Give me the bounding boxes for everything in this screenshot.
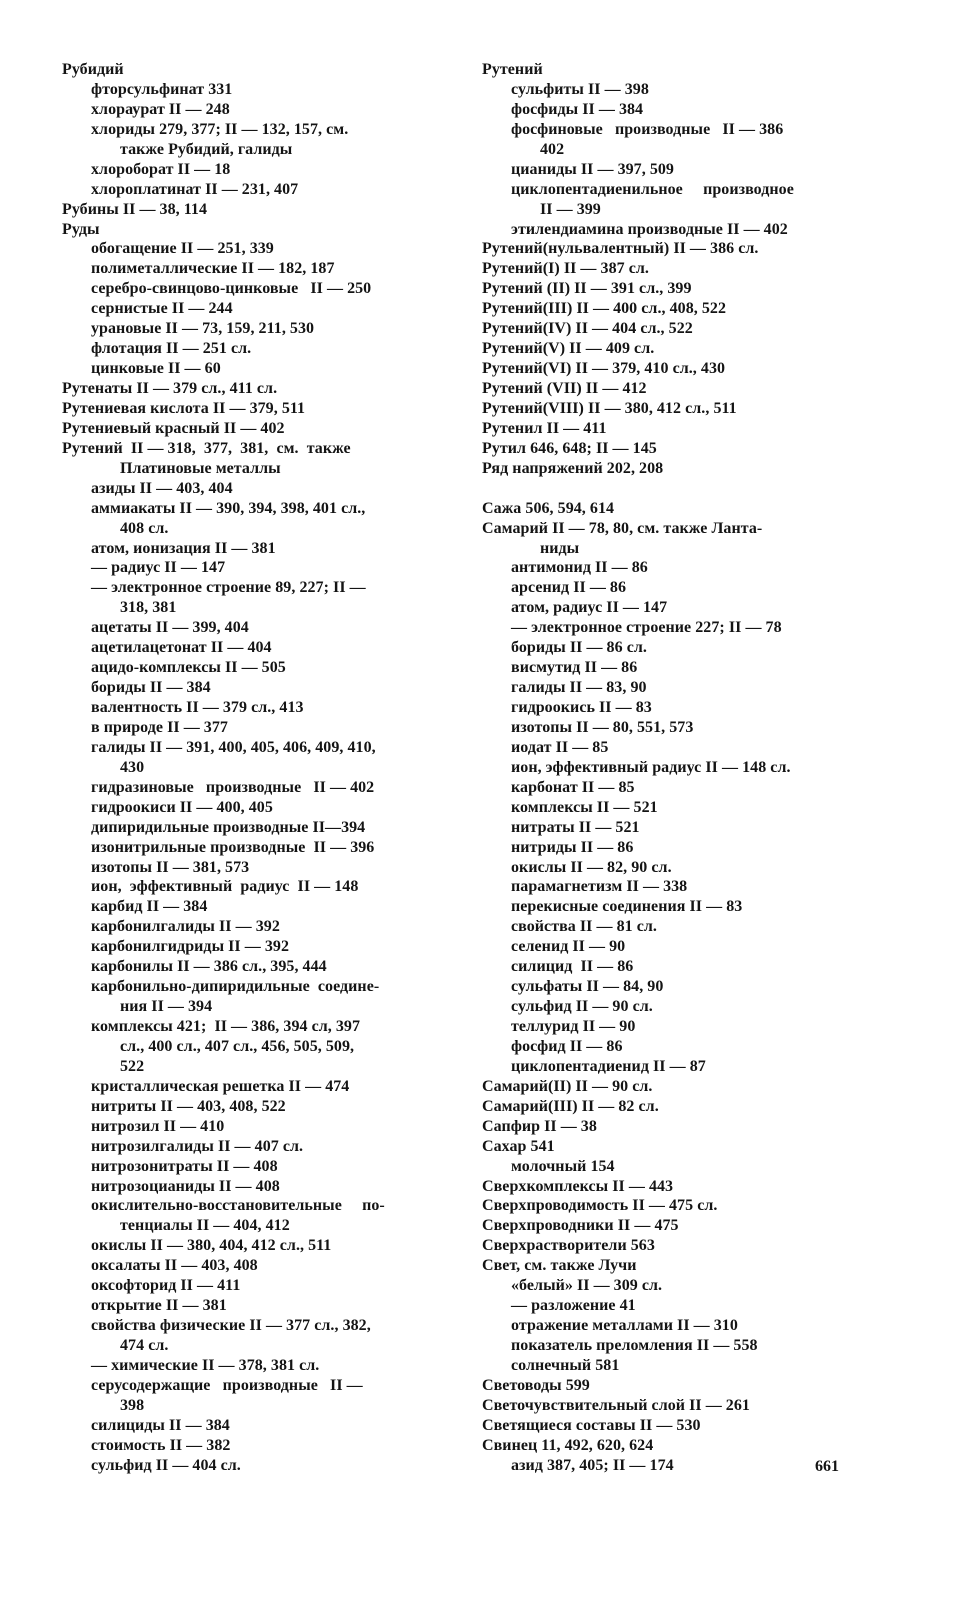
index-subentry: серусодержащие производные II — [91, 1376, 363, 1394]
index-subentry: цианиды II — 397, 509 [511, 160, 674, 178]
index-subentry: 474 сл. [120, 1337, 169, 1354]
index-entry: Самарий(III) II — 82 сл. [482, 1097, 659, 1115]
index-entry: Рубины II — 38, 114 [62, 200, 208, 218]
index-subentry: нитрозоцианиды II — 408 [91, 1177, 280, 1195]
index-subentry: обогащение II — 251, 339 [91, 240, 274, 258]
index-entry: Сажа 506, 594, 614 [482, 499, 615, 517]
index-subentry: — химические II — 378, 381 сл. [91, 1356, 320, 1374]
index-subentry: хлораурат II — 248 [91, 100, 230, 118]
index-subentry: стоимость II — 382 [91, 1436, 231, 1454]
index-subentry: азиды II — 403, 404 [91, 479, 233, 497]
index-subentry: фосфид II — 86 [511, 1037, 623, 1055]
index-subentry: 430 [120, 758, 145, 776]
index-subentry: урановые II — 73, 159, 211, 530 [91, 320, 315, 338]
index-subentry: окислительно-восстановительные по- [91, 1197, 385, 1215]
index-subentry: в природе II — 377 [91, 718, 228, 736]
index-subentry: валентность II — 379 сл., 413 [91, 699, 304, 716]
index-subentry: арсенид II — 86 [511, 579, 627, 597]
index-subentry: изотопы II — 381, 573 [91, 858, 250, 876]
index-entry: Рутениевая кислота II — 379, 511 [62, 399, 306, 417]
index-subentry: ацидо-комплексы II — 505 [91, 659, 286, 677]
index-subentry: карбонильно-дипиридильные соедине- [91, 978, 380, 996]
index-subentry: ниды [540, 539, 580, 557]
index-subentry: нитрозилгалиды II — 407 сл. [91, 1137, 304, 1155]
index-subentry: галиды II — 391, 400, 405, 406, 409, 410, [91, 738, 376, 756]
index-subentry: цинковые II — 60 [91, 360, 221, 378]
index-subentry: комплексы II — 521 [511, 798, 658, 816]
index-subentry: нитрозонитраты II — 408 [91, 1157, 278, 1175]
index-subentry: 522 [120, 1057, 145, 1075]
index-subentry: свойства II — 81 сл. [511, 918, 657, 936]
index-entry: Самарий(II) II — 90 сл. [482, 1077, 653, 1095]
index-entry: Самарий II — 78, 80, см. также Ланта- [482, 519, 763, 537]
index-subentry: сульфид II — 404 сл. [91, 1456, 241, 1474]
index-subentry: атом, ионизация II — 381 [91, 539, 276, 557]
index-subentry: карбонилгалиды II — 392 [91, 918, 280, 936]
index-subentry: фосфиновые производные II — 386 [511, 120, 784, 138]
index-subentry: кристаллическая решетка II — 474 [91, 1077, 350, 1095]
index-subentry: — электронное строение 227; II — 78 [511, 619, 782, 637]
index-subentry: нитрозил II — 410 [91, 1117, 225, 1135]
index-subentry: гидразиновые производные II — 402 [91, 778, 375, 796]
index-subentry: свойства физические II — 377 сл., 382, [91, 1317, 371, 1335]
index-spacer [482, 479, 900, 499]
index-entry: Рутений(V) II — 409 сл. [482, 340, 655, 358]
index-entry: Свинец 11, 492, 620, 624 [482, 1436, 654, 1454]
index-subentry: 398 [120, 1396, 145, 1414]
index-entry: Световоды 599 [482, 1376, 590, 1394]
index-subentry: бориды II — 86 сл. [511, 639, 647, 657]
index-entry: Сахар 541 [482, 1137, 555, 1155]
index-subentry: сл., 400 сл., 407 сл., 456, 505, 509, [120, 1037, 355, 1055]
index-subentry: сернистые II — 244 [91, 300, 233, 318]
index-subentry: этилендиамина производные II — 402 [511, 220, 788, 238]
index-entry: Рутений (II) II — 391 сл., 399 [482, 280, 692, 298]
index-subentry: нитраты II — 521 [511, 818, 640, 836]
index-subentry: карбонат II — 85 [511, 778, 635, 796]
index-subentry: тенциалы II — 404, 412 [120, 1217, 290, 1235]
index-subentry: 408 сл. [120, 519, 169, 537]
index-subentry: висмутид II — 86 [511, 659, 638, 677]
index-subentry: карбонилы II — 386 сл., 395, 444 [91, 958, 327, 976]
index-column-left [62, 60, 454, 1476]
index-subentry: бориды II — 384 [91, 679, 211, 697]
index-subentry: ион, эффективный радиус II — 148 [91, 878, 359, 896]
index-subentry: — радиус II — 147 [91, 559, 226, 577]
index-subentry: сульфиты II — 398 [511, 80, 649, 98]
index-subentry: окислы II — 380, 404, 412 сл., 511 [91, 1237, 332, 1255]
index-subentry: теллурид II — 90 [511, 1018, 636, 1035]
index-subentry: антимонид II — 86 [511, 559, 648, 577]
index-subentry: нитриды II — 86 [511, 838, 634, 856]
index-subentry: — разложение 41 [511, 1297, 636, 1315]
index-subentry: галиды II — 83, 90 [511, 679, 647, 697]
index-subentry: сульфид II — 90 сл. [511, 998, 653, 1016]
index-subentry: полиметаллические II — 182, 187 [91, 260, 335, 278]
index-entry: Рутений(I) II — 387 сл. [482, 260, 649, 278]
index-subentry: гидроокиси II — 400, 405 [91, 798, 273, 816]
index-subentry: селенид II — 90 [511, 938, 626, 956]
index-subentry: окислы II — 82, 90 сл. [511, 858, 672, 876]
index-subentry: также Рубидий, галиды [120, 140, 293, 158]
page-number: 661 [815, 1458, 839, 1475]
index-subentry: фторсульфинат 331 [91, 80, 233, 98]
index-subentry: карбонилгидриды II — 392 [91, 938, 290, 956]
index-entry: Рутений(VI) II — 379, 410 сл., 430 [482, 360, 726, 378]
index-entry: Сверхрастворители 563 [482, 1237, 655, 1255]
index-subentry: азид 387, 405; II — 174 [511, 1456, 674, 1474]
index-subentry: силициды II — 384 [91, 1416, 230, 1434]
index-subentry: изонитрильные производные II — 396 [91, 838, 375, 856]
index-subentry: аммиакаты II — 390, 394, 398, 401 сл., [91, 499, 366, 517]
index-entry: Рутений [482, 61, 543, 78]
index-subentry: 318, 381 [120, 599, 177, 617]
index-entry: Рутений(нульвалентный) II — 386 сл. [482, 240, 759, 258]
index-entry: Сверхкомплексы II — 443 [482, 1177, 674, 1195]
index-subentry: показатель преломления II — 558 [511, 1337, 758, 1354]
index-entry: Светочувствительный слой II — 261 [482, 1396, 750, 1414]
index-subentry: флотация II — 251 сл. [91, 340, 252, 358]
index-entry: Сверхпроводимость II — 475 сл. [482, 1197, 718, 1215]
index-entry: Руды [62, 220, 100, 238]
index-entry: Свет, см. также Лучи [482, 1257, 637, 1275]
index-subentry: ион, эффективный радиус II — 148 сл. [511, 758, 791, 776]
index-subentry: ния II — 394 [120, 998, 213, 1016]
index-entry: Ряд напряжений 202, 208 [482, 459, 664, 477]
index-entry: Рутений II — 318, 377, 381, см. также [62, 439, 351, 457]
index-subentry: гидроокись II — 83 [511, 699, 652, 716]
index-column-right [482, 60, 900, 1476]
index-subentry: ацетилацетонат II — 404 [91, 639, 272, 657]
index-subentry: открытие II — 381 [91, 1297, 227, 1315]
index-entry: Рутений(VIII) II — 380, 412 сл., 511 [482, 399, 737, 417]
index-subentry: оксофторид II — 411 [91, 1277, 241, 1295]
index-subentry: ацетаты II — 399, 404 [91, 619, 249, 637]
index-subentry: циклопентадиенид II — 87 [511, 1057, 706, 1075]
index-subentry: сульфаты II — 84, 90 [511, 978, 664, 996]
index-subentry: атом, радиус II — 147 [511, 599, 668, 617]
index-subentry: фосфиды II — 384 [511, 100, 644, 118]
index-subentry: 402 [540, 140, 565, 158]
index-entry: Сапфир II — 38 [482, 1117, 597, 1135]
index-subentry: «белый» II — 309 сл. [511, 1277, 663, 1295]
index-entry: Рутил 646, 648; II — 145 [482, 439, 657, 457]
index-entry: Светящиеся составы II — 530 [482, 1416, 701, 1434]
index-subentry: молочный 154 [511, 1157, 615, 1175]
index-subentry: парамагнетизм II — 338 [511, 878, 688, 896]
index-entry: Рутениевый красный II — 402 [62, 419, 285, 437]
index-subentry: хлороплатинат II — 231, 407 [91, 180, 299, 198]
index-subentry: Платиновые металлы [120, 459, 281, 477]
index-subentry: солнечный 581 [511, 1356, 620, 1374]
index-entry: Рутенил II — 411 [482, 419, 607, 437]
index-subentry: нитриты II — 403, 408, 522 [91, 1097, 286, 1115]
index-entry: Рутенаты II — 379 сл., 411 сл. [62, 380, 278, 397]
index-subentry: — электронное строение 89, 227; II — [91, 579, 366, 597]
index-entry: Рутений(III) II — 400 сл., 408, 522 [482, 300, 727, 318]
index-subentry: изотопы II — 80, 551, 573 [511, 718, 694, 736]
index-subentry: хлориды 279, 377; II — 132, 157, см. [91, 120, 349, 138]
index-entry: Рубидий [62, 61, 124, 78]
index-subentry: серебро-свинцово-цинковые II — 250 [91, 280, 372, 298]
index-subentry: карбид II — 384 [91, 898, 208, 916]
index-entry: Рутений (VII) II — 412 [482, 380, 647, 397]
index-subentry: силицид II — 86 [511, 958, 634, 976]
index-subentry: дипиридильные производные II—394 [91, 818, 366, 836]
index-subentry: отражение металлами II — 310 [511, 1317, 738, 1335]
index-subentry: оксалаты II — 403, 408 [91, 1257, 258, 1275]
index-entry: Сверхпроводники II — 475 [482, 1217, 679, 1235]
index-entry: Рутений(IV) II — 404 сл., 522 [482, 320, 693, 338]
index-subentry: II — 399 [540, 200, 601, 218]
index-subentry: комплексы 421; II — 386, 394 сл, 397 [91, 1018, 361, 1035]
index-subentry: циклопентадиенильное производное [511, 180, 794, 198]
index-subentry: иодат II — 85 [511, 738, 609, 756]
index-subentry: хлороборат II — 18 [91, 160, 231, 178]
index-subentry: перекисные соединения II — 83 [511, 898, 743, 916]
